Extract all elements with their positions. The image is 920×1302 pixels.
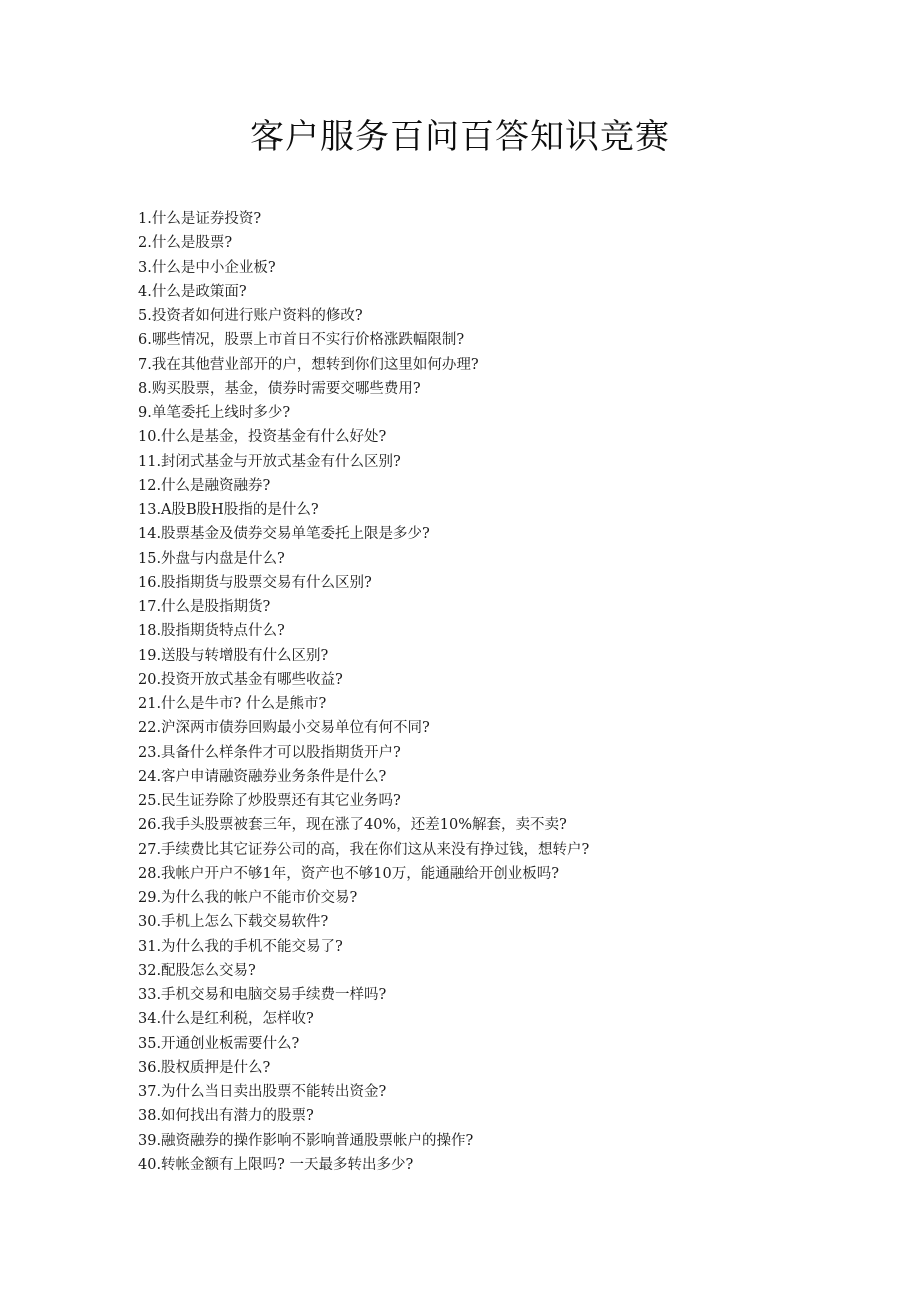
question-item: 31.为什么我的手机不能交易了? [138, 938, 343, 955]
question-item: 24.客户申请融资融券业务条件是什么? [138, 768, 387, 785]
question-item: 28.我帐户开户不够1年，资产也不够10万，能通融给开创业板吗? [138, 865, 560, 882]
question-item: 2.什么是股票? [138, 235, 233, 252]
question-list [138, 207, 838, 1177]
question-item: 15.外盘与内盘是什么? [138, 550, 285, 567]
question-item: 22.沪深两市债券回购最小交易单位有何不同? [138, 720, 430, 737]
question-item: 26.我手头股票被套三年，现在涨了40%，还差10%解套，卖不卖? [138, 817, 567, 834]
question-item: 23.具备什么样条件才可以股指期货开户? [138, 744, 401, 761]
question-item: 20.投资开放式基金有哪些收益? [138, 671, 343, 688]
question-item: 38.如何找出有潜力的股票? [138, 1108, 314, 1125]
question-item: 17.什么是股指期货? [138, 599, 271, 615]
question-item: 29.为什么我的帐户不能市价交易? [138, 890, 358, 906]
question-item: 8.购买股票，基金，债券时需要交哪些费用? [138, 380, 421, 397]
question-item: 25.民生证券除了炒股票还有其它业务吗? [138, 793, 401, 809]
question-item: 21.什么是牛市? 什么是熊市? [138, 696, 327, 712]
question-item: 14.股票基金及债券交易单笔委托上限是多少? [138, 526, 430, 543]
question-item: 16.股指期货与股票交易有什么区别? [138, 574, 372, 591]
question-item: 19.送股与转增股有什么区别? [138, 647, 329, 664]
question-item: 37.为什么当日卖出股票不能转出资金? [138, 1084, 387, 1100]
question-item: 39.融资融券的操作影响不影响普通股票帐户的操作? [138, 1132, 474, 1149]
question-item: 12.什么是融资融券? [138, 477, 271, 494]
question-item: 3.什么是中小企业板? [138, 259, 276, 276]
question-item: 13.A股B股H股指的是什么? [138, 502, 319, 518]
question-item: 27.手续费比其它证券公司的高，我在你们这从来没有挣过钱，想转户? [138, 841, 590, 858]
question-item: 7.我在其他营业部开的户，想转到你们这里如何办理? [138, 356, 479, 373]
question-item: 36.股权质押是什么? [138, 1059, 271, 1076]
question-item: 33.手机交易和电脑交易手续费一样吗? [138, 987, 387, 1003]
question-item: 1.什么是证券投资? [138, 211, 262, 227]
question-item: 35.开通创业板需要什么? [138, 1035, 300, 1052]
question-item: 34.什么是红利税，怎样收? [138, 1011, 314, 1028]
page-title: 客户服务百问百答知识竞赛 [250, 117, 670, 157]
question-item: 40.转帐金额有上限吗? 一天最多转出多少? [138, 1156, 414, 1173]
question-item: 32.配股怎么交易? [138, 962, 256, 979]
question-item: 18.股指期货特点什么? [138, 623, 285, 640]
question-item: 6.哪些情况，股票上市首日不实行价格涨跌幅限制? [138, 332, 465, 349]
question-item: 30.手机上怎么下载交易软件? [138, 914, 329, 931]
question-item: 10.什么是基金，投资基金有什么好处? [138, 429, 387, 446]
question-item: 5.投资者如何进行账户资料的修改? [138, 308, 363, 324]
question-item: 9.单笔委托上线时多少? [138, 405, 291, 421]
question-item: 11.封闭式基金与开放式基金有什么区别? [138, 453, 401, 470]
question-item: 4.什么是政策面? [138, 283, 247, 300]
